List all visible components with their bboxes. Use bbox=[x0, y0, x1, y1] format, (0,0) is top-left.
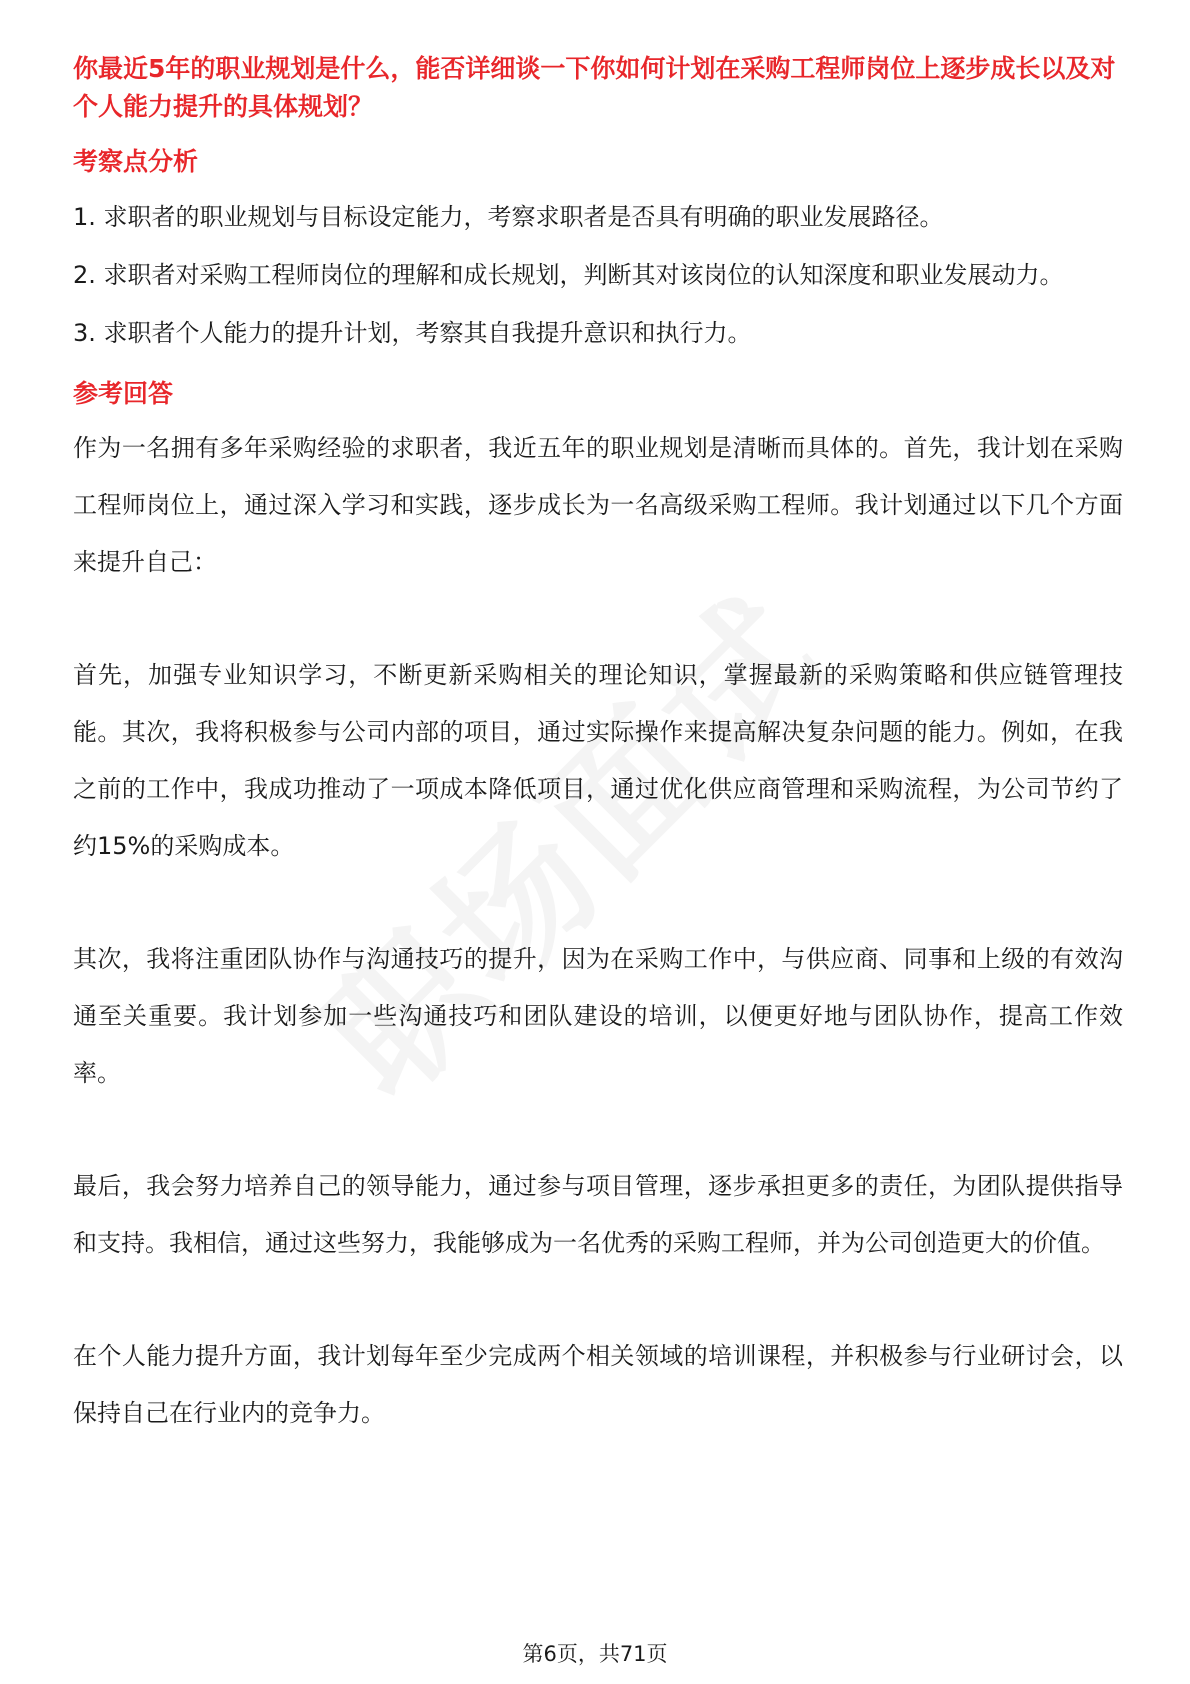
page-number: 第6页，共71页 bbox=[522, 1642, 668, 1666]
answer-section bbox=[73, 376, 1123, 1442]
answer-paragraph: 首先，加强专业知识学习，不断更新采购相关的理论知识，掌握最新的采购策略和供应链管理技能。其次，我将积极参与公司内部的项目，通过实际操作来提高解决复杂问题的能力。例如，在我之前的工作中，我成功推动了一项成本降低项目，通过优化供应商管理和采购流程，为公司节约了约15%的采购成本。 bbox=[73, 661, 1123, 860]
analysis-section bbox=[73, 144, 1123, 362]
answer-paragraph: 在个人能力提升方面，我计划每年至少完成两个相关领域的培训课程，并积极参与行业研讨会，以保持自己在行业内的竞争力。 bbox=[73, 1342, 1123, 1427]
question-heading: 你最近5年的职业规划是什么，能否详细谈一下你如何计划在采购工程师岗位上逐步成长以及对个人能力提升的具体规划？ bbox=[73, 54, 1116, 121]
answer-paragraph: 作为一名拥有多年采购经验的求职者，我近五年的职业规划是清晰而具体的。首先，我计划在采购工程师岗位上，通过深入学习和实践，逐步成长为一名高级采购工程师。我计划通过以下几个方面来提升自己： bbox=[73, 434, 1123, 576]
document-body bbox=[73, 50, 1123, 1442]
answer-paragraph: 最后，我会努力培养自己的领导能力，通过参与项目管理，逐步承担更多的责任，为团队提供指导和支持。我相信，通过这些努力，我能够成为一名优秀的采购工程师，并为公司创造更大的价值。 bbox=[73, 1172, 1123, 1257]
analysis-point: 1. 求职者的职业规划与目标设定能力，考察求职者是否具有明确的职业发展路径。 bbox=[73, 203, 944, 231]
answer-paragraph: 其次，我将注重团队协作与沟通技巧的提升，因为在采购工作中，与供应商、同事和上级的有效沟通至关重要。我计划参加一些沟通技巧和团队建设的培训，以便更好地与团队协作，提高工作效率。 bbox=[73, 945, 1123, 1087]
analysis-point: 3. 求职者个人能力的提升计划，考察其自我提升意识和执行力。 bbox=[73, 319, 752, 347]
analysis-point: 2. 求职者对采购工程师岗位的理解和成长规划，判断其对该岗位的认知深度和职业发展动力。 bbox=[73, 261, 1064, 289]
answer-title: 参考回答 bbox=[73, 379, 174, 408]
analysis-title: 考察点分析 bbox=[73, 147, 199, 176]
